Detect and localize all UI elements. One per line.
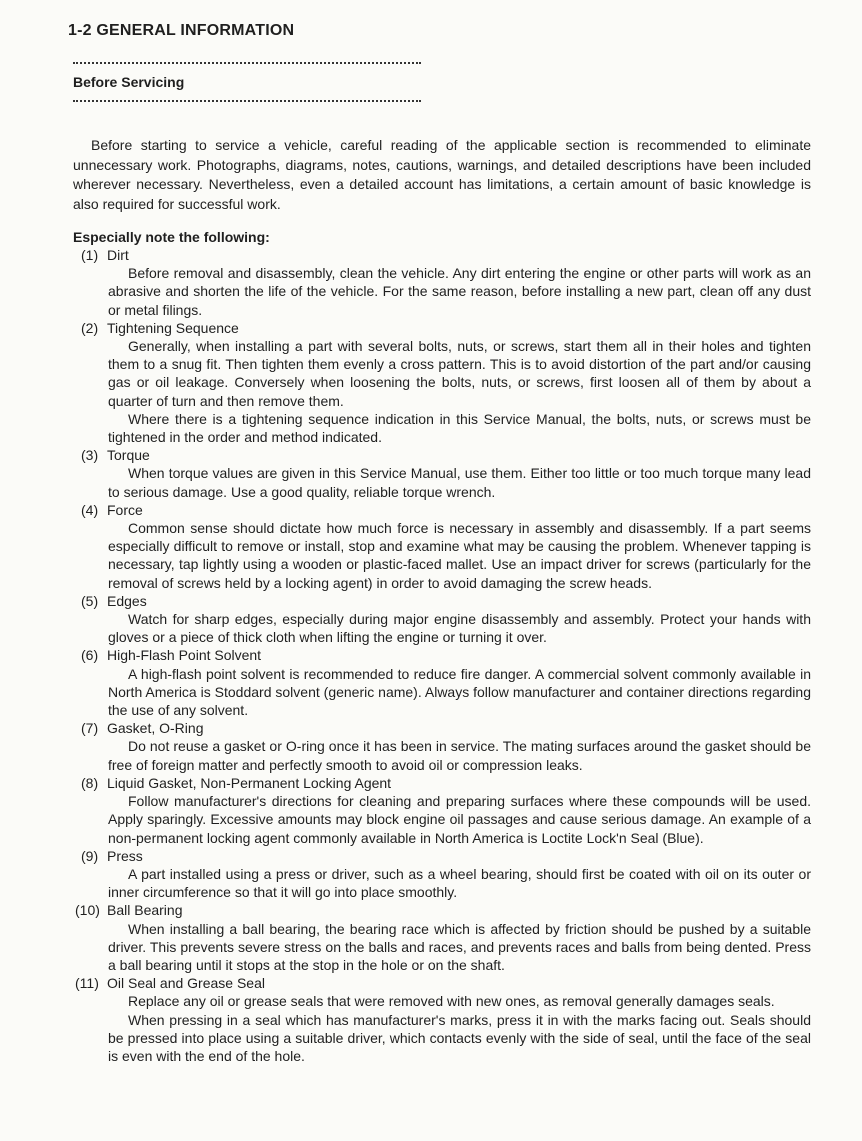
- list-item-dirt: [73, 246, 811, 319]
- item-title: [73, 646, 811, 664]
- item-title-text: Force: [107, 501, 143, 518]
- item-title-text: Dirt: [107, 247, 129, 263]
- item-paragraph: When installing a ball bearing, the bearing race which is affected by friction should be pushed by a suitable driver. This prevents severe stress on the balls and races, and prevents races and balls from being dented. Press a ball bearing until it stops at the stop in the hole or on the shaft.: [108, 920, 811, 973]
- item-title: [73, 501, 811, 519]
- item-paragraph: A part installed using a press or driver, such as a wheel bearing, should first be coated with oil on its outer or inner circumference so that it will go into place smoothly.: [108, 865, 811, 901]
- list-item-liquid-gasket: [73, 774, 811, 847]
- item-paragraph: Where there is a tightening sequence indication in this Service Manual, the bolts, nuts, or screws must be tightened in the order and method indicated.: [108, 410, 811, 446]
- list-item-tightening-sequence: [73, 319, 811, 446]
- item-paragraph: Follow manufacturer's directions for cleaning and preparing surfaces where these compounds will be used. Apply sparingly. Excessive amounts may block engine oil passages and cause serious damage. An example of a non-permanent locking agent commonly available in North America is Loctite Lock'n Seal (Blue).: [108, 793, 811, 846]
- list-item-force: [73, 501, 811, 592]
- list-item-high-flash-solvent: [73, 646, 811, 719]
- list-item-oil-grease-seal: [73, 974, 811, 1065]
- item-title: [73, 847, 811, 865]
- item-number: (2): [81, 319, 99, 336]
- item-number: (4): [81, 501, 99, 518]
- intro-paragraph: Before starting to service a vehicle, careful reading of the applicable section is recommended to eliminate unnecessary work. Photographs, diagrams, notes, cautions, warnings, and detailed descriptions have been included wherever necessary. Nevertheless, even a detailed account has limitations, a certain amount of basic knowledge is also required for successful work.: [73, 137, 811, 212]
- item-number: (7): [81, 720, 99, 737]
- list-item-press: [73, 847, 811, 902]
- item-title: [73, 974, 811, 992]
- item-number: (6): [81, 647, 99, 664]
- item-title: [73, 446, 811, 464]
- item-title-text: Liquid Gasket, Non-Permanent Locking Agent: [107, 774, 392, 791]
- item-number: (8): [81, 774, 99, 791]
- item-paragraph: Before removal and disassembly, clean the vehicle. Any dirt entering the engine or other parts will work as an abrasive and shorten the life of the vehicle. For the same reason, before installing a new part, clean off any dust or metal filings.: [108, 265, 811, 318]
- section-title: Before Servicing: [73, 74, 185, 90]
- list-item-gasket-o-ring: [73, 719, 811, 774]
- list-item-torque: [73, 446, 811, 501]
- item-number: (10): [75, 902, 100, 919]
- item-paragraph: When pressing in a seal which has manufacturer's marks, press it in with the marks facing out. Seals should be pressed into place using a suitable driver, which contacts evenly with the side of seal, until the face of the seal is even with the end of the hole.: [108, 1011, 811, 1064]
- item-paragraph: Replace any oil or grease seals that were removed with new ones, as removal generally damages seals.: [128, 993, 775, 1010]
- note-heading: Especially note the following:: [73, 229, 270, 245]
- item-title-text: Oil Seal and Grease Seal: [107, 975, 265, 992]
- item-title-text: High-Flash Point Solvent: [107, 647, 262, 664]
- list-item-edges: [73, 592, 811, 647]
- list-item-ball-bearing: [73, 901, 811, 974]
- item-title: [73, 901, 811, 919]
- item-title: [73, 719, 811, 737]
- item-paragraph: Common sense should dictate how much force is necessary in assembly and disassembly. If a part seems especially difficult to remove or install, stop and examine what may be causing the problem. Whenever tapping is necessary, tap lightly using a wooden or plastic-faced mallet. Use an impact driver for screws (particularly for the removal of screws held by a locking agent) in order to avoid damaging the screw heads.: [108, 520, 811, 591]
- item-title-text: Gasket, O-Ring: [107, 720, 204, 737]
- item-title-text: Torque: [107, 447, 150, 464]
- item-number: (1): [81, 247, 99, 263]
- item-title: [73, 246, 811, 264]
- item-paragraph: Generally, when installing a part with several bolts, nuts, or screws, start them all in their holes and tighten them to a snug fit. Then tighten them evenly a cross pattern. This is to avoid distortion of the part and/or causing gas or oil leakage. Conversely when loosening the bolts, nuts, or screws, first loosen all of them by about a quarter of turn and then remove them.: [108, 338, 811, 409]
- item-title-text: Press: [107, 847, 143, 864]
- item-paragraph: When torque values are given in this Service Manual, use them. Either too little or too much torque many lead to serious damage. Use a good quality, reliable torque wrench.: [108, 465, 811, 500]
- item-title-text: Ball Bearing: [107, 902, 183, 919]
- item-paragraph: A high-flash point solvent is recommended to reduce fire danger. A commercial solvent commonly available in North America is Stoddard solvent (generic name). Always follow manufacturer and container directions regarding the use of any solvent.: [108, 665, 811, 719]
- item-title-text: Tightening Sequence: [107, 319, 239, 336]
- item-paragraph: Do not reuse a gasket or O-ring once it has been in service. The mating surfaces around the gasket should be free of foreign matter and perfectly smooth to avoid oil or compression leaks.: [108, 738, 811, 773]
- item-title-text: Edges: [107, 592, 147, 609]
- item-number: (9): [81, 847, 99, 864]
- dotted-rule-top: [73, 62, 421, 64]
- item-number: (11): [75, 975, 99, 992]
- page-body: [73, 136, 811, 1065]
- item-title: [73, 592, 811, 610]
- item-paragraph: Watch for sharp edges, especially during major engine disassembly and assembly. Protect your hands with gloves or a piece of thick cloth when lifting the engine or turning it over.: [108, 611, 811, 646]
- dotted-rule-bottom: [73, 100, 421, 102]
- item-number: (3): [81, 447, 99, 464]
- item-number: (5): [81, 592, 99, 609]
- page-header: 1-2 GENERAL INFORMATION: [68, 22, 295, 39]
- item-title: [73, 319, 811, 337]
- item-title: [73, 774, 811, 792]
